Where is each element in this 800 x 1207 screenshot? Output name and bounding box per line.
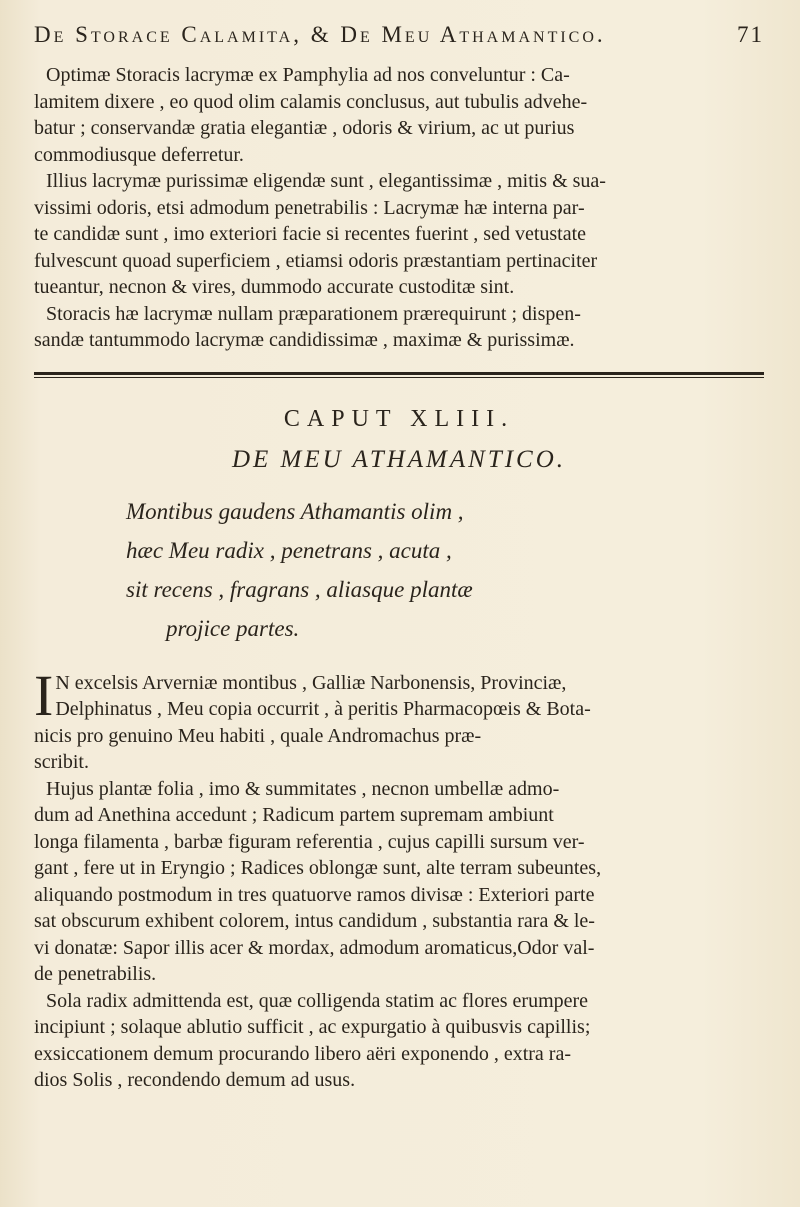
text-line: Illius lacrymæ purissimæ eligendæ sunt , elegantissimæ , mitis & sua- (46, 170, 606, 192)
text-line: vissimi odoris, etsi admodum penetrabilis : Lacrymæ hæ interna par- (34, 196, 585, 219)
verse-block (126, 492, 764, 648)
text-line: Sola radix admittenda est, quæ colligenda statim ac flores erumpere (46, 989, 589, 1012)
text-line: dum ad Anethina accedunt ; Radicum partem supremam ambiunt (34, 804, 554, 826)
paragraph (34, 168, 764, 301)
verse-line: sit recens , fragrans , aliasque plantæ (126, 576, 473, 602)
paragraph (34, 988, 764, 1094)
text-line: N excelsis Arverniæ montibus , Galliæ Narbonensis, Provinciæ, (55, 671, 567, 694)
page-content (34, 22, 764, 1094)
text-line: de penetrabilis. (34, 963, 157, 985)
verse-line: hæc Meu radix , penetrans , acuta , (126, 537, 452, 563)
text-line: exsiccationem demum procurando libero aëri exponendo , extra ra- (34, 1042, 572, 1065)
verse-line: Montibus gaudens Athamantis olim , (126, 498, 464, 524)
text-line: sandæ tantummodo lacrymæ candidissimæ , maximæ & purissimæ. (34, 329, 575, 351)
text-line: Storacis hæ lacrymæ nullam præparationem prærequirunt ; dispen- (46, 302, 581, 325)
page-number: 71 (737, 22, 764, 47)
text-line: commodiusque deferretur. (34, 143, 244, 166)
text-line: lamitem dixere , eo quod olim calamis conclusus, aut tubulis advehe- (34, 90, 588, 113)
running-head (34, 22, 764, 62)
text-line: aliquando postmodum in tres quatuorve ramos divisæ : Exteriori parte (34, 883, 595, 906)
chapter-subtitle: DE MEU ATHAMANTICO. (231, 445, 567, 473)
chapter-heading: CAPUT XLIII. (283, 405, 515, 432)
text-line: vi donatæ: Sapor illis acer & mordax, admodum aromaticus,Odor val- (34, 936, 595, 959)
text-line: te candidæ sunt , imo exteriori facie si recentes fuerint , sed vetustate (34, 223, 587, 245)
text-line: scribit. (34, 751, 89, 773)
paragraph (34, 776, 764, 988)
text-line: Hujus plantæ folia , imo & summitates , necnon umbellæ admo- (46, 777, 560, 800)
text-line: fulvescunt quoad superficiem , etiamsi odoris præstantiam pertinaciter (34, 249, 598, 272)
text-line: batur ; conservandæ gratia elegantiæ , odoris & virium, ac ut purius (34, 117, 575, 139)
text-line: incipiunt ; solaque ablutio sufficit , ac expurgatio à quibusvis capillis; (34, 1016, 591, 1038)
text-line: tueantur, necnon & vires, dummodo accurate custoditæ sint. (34, 276, 515, 298)
thin-rule (34, 377, 764, 378)
running-head-title: De Storace Calamita, & De Meu Athamantico. (34, 22, 606, 47)
text-line: longa filamenta , barbæ figuram referentia , cujus capilli sursum ver- (34, 830, 585, 853)
text-line: dios Solis , recondendo demum ad usus. (34, 1069, 356, 1091)
section-divider (34, 370, 764, 380)
thick-rule (34, 372, 764, 375)
text-line: nicis pro genuino Meu habiti , quale Andromachus præ- (34, 724, 482, 747)
body-text (34, 662, 764, 1094)
paragraph (34, 62, 764, 168)
verse-line: projice partes. (166, 615, 300, 641)
paragraph (34, 662, 764, 776)
paragraph (34, 301, 764, 354)
drop-cap: I (34, 662, 54, 728)
text-line: Delphinatus , Meu copia occurrit , à peritis Pharmacopœis & Bota- (55, 698, 591, 720)
text-line: gant , fere ut in Eryngio ; Radices oblongæ sunt, alte terram subeuntes, (34, 857, 602, 879)
text-line: Optimæ Storacis lacrymæ ex Pamphylia ad nos conveluntur : Ca- (46, 64, 570, 86)
text-line: sat obscurum exhibent colorem, intus candidum , substantia rara & le- (34, 910, 595, 932)
